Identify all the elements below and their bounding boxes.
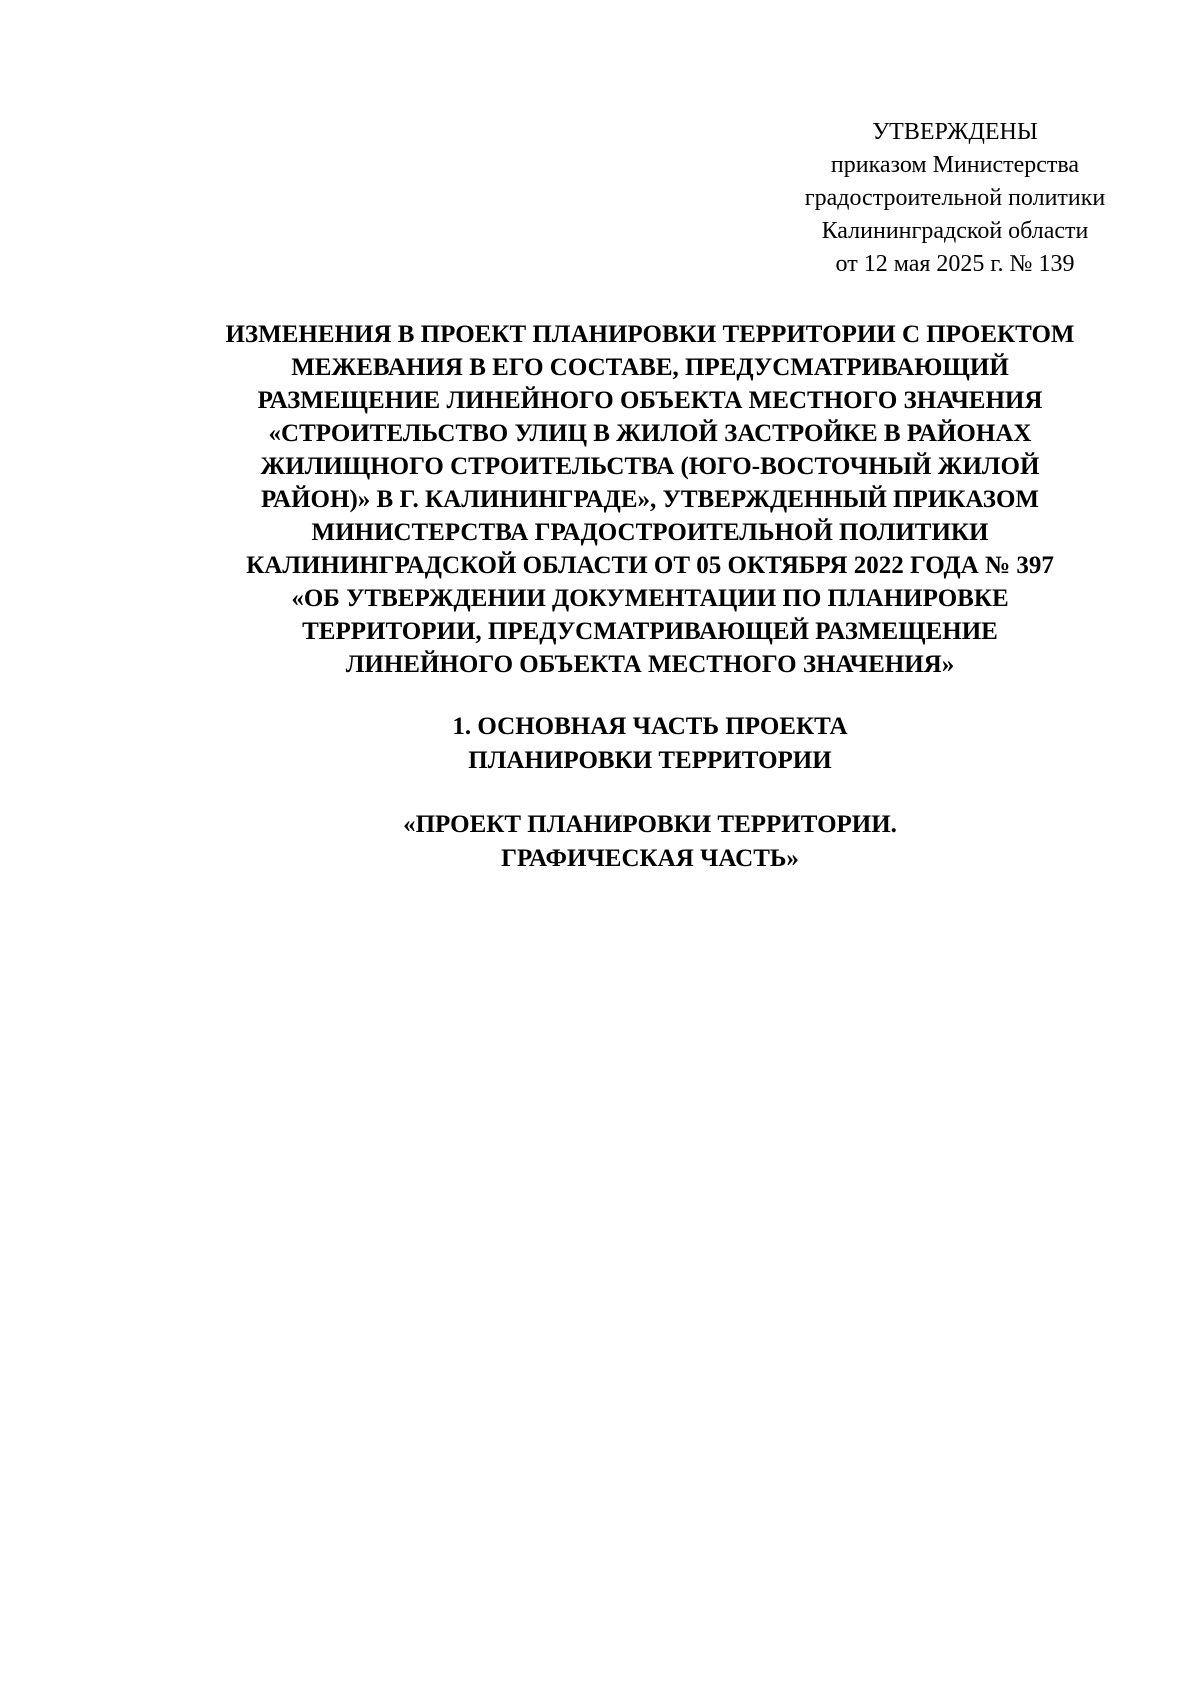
title-line: РАЗМЕЩЕНИЕ ЛИНЕЙНОГО ОБЪЕКТА МЕСТНОГО ЗНАЧЕНИЯ <box>257 387 1043 414</box>
approval-line: приказом Министерства <box>830 152 1080 178</box>
subsection-line: «ПРОЕКТ ПЛАНИРОВКИ ТЕРРИТОРИИ. <box>403 811 897 838</box>
document-title <box>160 318 1140 681</box>
title-line: ТЕРРИТОРИИ, ПРЕДУСМАТРИВАЮЩЕЙ РАЗМЕЩЕНИЕ <box>302 618 998 645</box>
approval-date-number: от 12 мая 2025 г. № 139 <box>835 251 1075 277</box>
title-line: РАЙОН)» В Г. КАЛИНИНГРАДЕ», УТВЕРЖДЕННЫЙ ПРИКАЗОМ <box>260 486 1039 513</box>
title-line: МЕЖЕВАНИЯ В ЕГО СОСТАВЕ, ПРЕДУСМАТРИВАЮЩИЙ <box>291 354 1009 381</box>
title-line: ЖИЛИЩНОГО СТРОИТЕЛЬСТВА (ЮГО-ВОСТОЧНЫЙ ЖИЛОЙ <box>260 453 1040 480</box>
approval-stamp <box>745 116 1165 281</box>
title-line: МИНИСТЕРСТВА ГРАДОСТРОИТЕЛЬНОЙ ПОЛИТИКИ <box>311 519 989 546</box>
title-line: «СТРОИТЕЛЬСТВО УЛИЦ В ЖИЛОЙ ЗАСТРОЙКЕ В РАЙОНАХ <box>268 420 1032 447</box>
approval-line: градостроительной политики <box>804 185 1106 211</box>
section-heading <box>160 710 1140 778</box>
subsection-line: ГРАФИЧЕСКАЯ ЧАСТЬ» <box>501 845 799 872</box>
title-line: ЛИНЕЙНОГО ОБЪЕКТА МЕСТНОГО ЗНАЧЕНИЯ» <box>345 651 955 678</box>
title-line: «ОБ УТВЕРЖДЕНИИ ДОКУМЕНТАЦИИ ПО ПЛАНИРОВКЕ <box>291 585 1009 612</box>
approval-line: Калининградской области <box>821 218 1089 244</box>
title-line: ИЗМЕНЕНИЯ В ПРОЕКТ ПЛАНИРОВКИ ТЕРРИТОРИИ С ПРОЕКТОМ <box>225 321 1075 348</box>
approval-heading: УТВЕРЖДЕНЫ <box>872 119 1038 145</box>
subsection-heading <box>160 808 1140 876</box>
section-line: 1. ОСНОВНАЯ ЧАСТЬ ПРОЕКТА <box>452 713 848 740</box>
title-line: КАЛИНИНГРАДСКОЙ ОБЛАСТИ ОТ 05 ОКТЯБРЯ 2022 ГОДА № 397 <box>246 552 1054 579</box>
section-line: ПЛАНИРОВКИ ТЕРРИТОРИИ <box>468 747 832 774</box>
